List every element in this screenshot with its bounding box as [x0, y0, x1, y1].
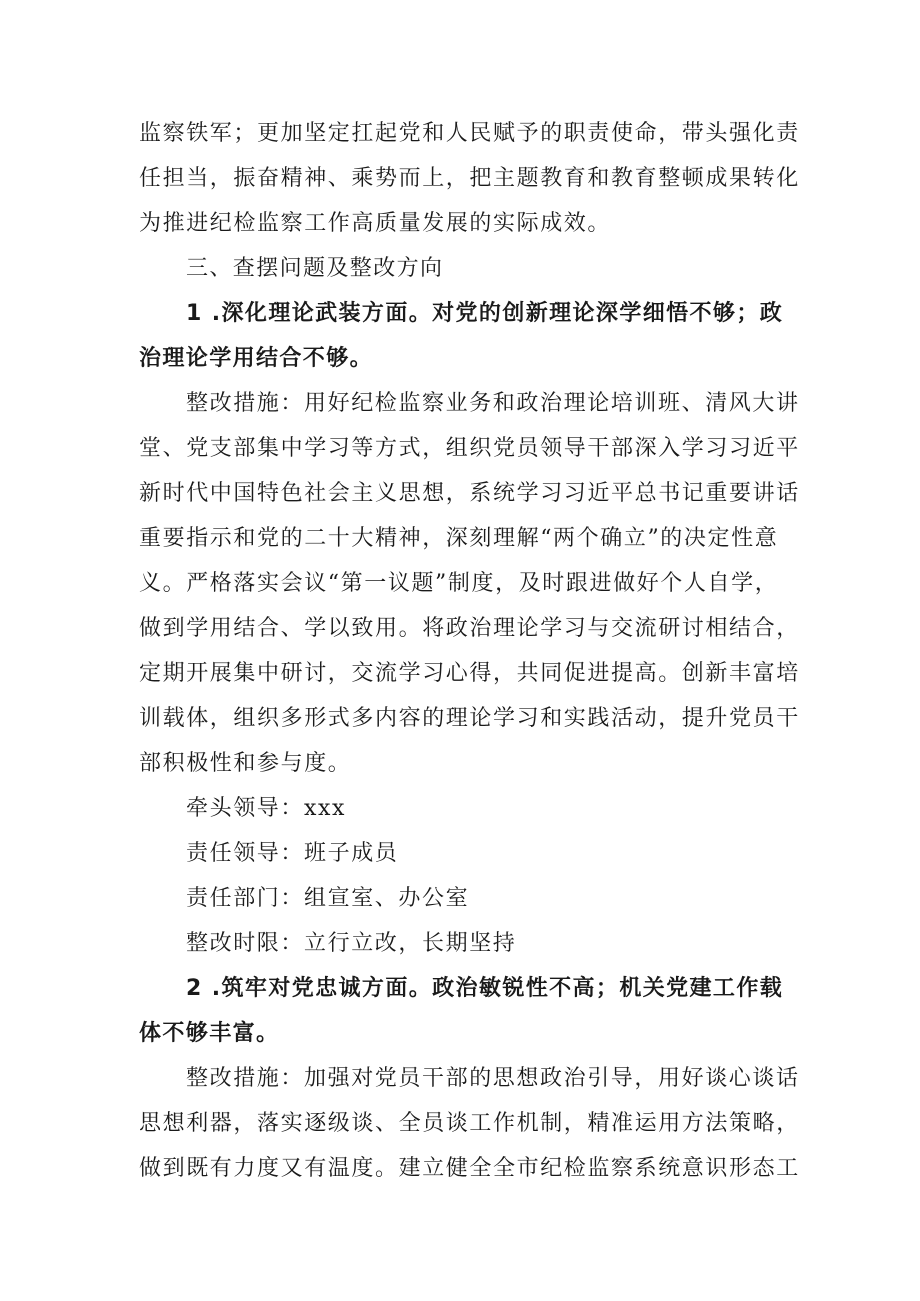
paragraph-line: 思想利器，落实逐级谈、全员谈工作机制，精准运用方法策略， [139, 1111, 800, 1136]
paragraph-line: 为推进纪检监察工作高质量发展的实际成效。 [139, 211, 612, 236]
responsible-leader: 责任领导：班子成员 [186, 841, 399, 866]
lead-leader: 牵头领导：xxx [186, 796, 347, 821]
paragraph-line: 新时代中国特色社会主义思想，系统学习习近平总书记重要讲话 [139, 481, 800, 506]
paragraph-line: 训载体，组织多形式多内容的理论学习和实践活动，提升党员干 [139, 706, 800, 731]
document-body [139, 111, 800, 1191]
paragraph-line: 做到学用结合、学以致用。将政治理论学习与交流研讨相结合， [139, 616, 800, 641]
paragraph-line: 整改措施：用好纪检监察业务和政治理论培训班、清风大讲 [186, 391, 800, 416]
paragraph-line: 监察铁军；更加坚定扛起党和人民赋予的职责使命，带头强化责 [139, 121, 800, 146]
paragraph-line: 整改措施：加强对党员干部的思想政治引导，用好谈心谈话 [186, 1066, 800, 1091]
paragraph-line: 定期开展集中研讨，交流学习心得，共同促进提高。创新丰富培 [139, 661, 800, 686]
paragraph-line: 做到既有力度又有温度。建立健全全市纪检监察系统意识形态工 [139, 1156, 800, 1181]
problem-heading: 治理论学用结合不够。 [139, 346, 374, 371]
paragraph-line: 任担当，振奋精神、乘势而上，把主题教育和教育整顿成果转化 [139, 166, 800, 191]
problem-heading: 1 .深化理论武装方面。对党的创新理论深学细悟不够；政 [186, 301, 784, 326]
responsible-department: 责任部门：组宣室、办公室 [186, 886, 470, 911]
paragraph-line: 重要指示和党的二十大精神，深刻理解“两个确立”的决定性意 [139, 526, 779, 551]
paragraph-line: 部积极性和参与度。 [139, 751, 352, 776]
problem-heading: 体不够丰富。 [139, 1021, 280, 1046]
problem-heading: 2 .筑牢对党忠诚方面。政治敏锐性不高；机关党建工作载 [186, 976, 784, 1001]
section-heading: 三、查摆问题及整改方向 [186, 256, 444, 281]
rectification-deadline: 整改时限：立行立改，长期坚持 [186, 931, 517, 956]
paragraph-line: 义。严格落实会议“第一议题”制度，及时跟进做好个人自学， [139, 571, 779, 596]
paragraph-line: 堂、党支部集中学习等方式，组织党员领导干部深入学习习近平 [139, 436, 800, 461]
